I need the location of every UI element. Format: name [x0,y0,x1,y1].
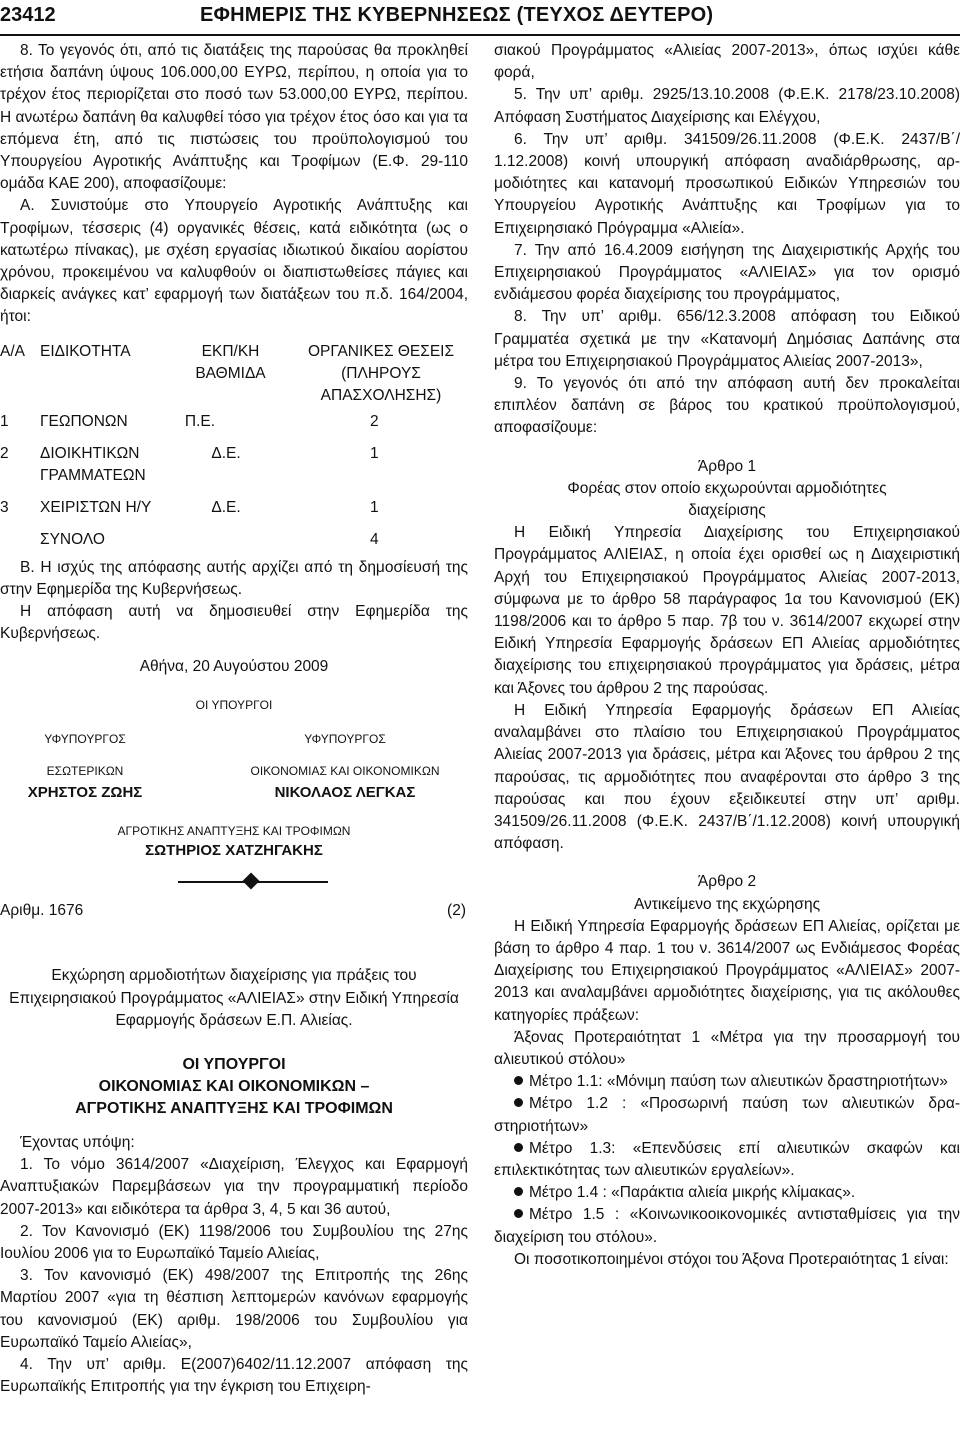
header-rule [0,34,960,36]
consideration-7: 7. Την από 16.4.2009 εισήγηση της Διαχειριστικής Αρχής του Επιχειρησιακού Προγράμματος «ΑΛΙΕΙΑΣ» για τον ορισμό ενδιάμεσου φορέα διαχείρισης του προγράμματος, [494,241,960,304]
row-specialty: ΧΕΙΡΙΣΤΩΝ Η/Υ [40,498,152,516]
consideration-8: 8. Την υπ’ αριθμ. 656/12.3.2008 απόφαση του Ειδικού Γραμματέα σχετικά με την «Κατανομή Δημόσιας Δαπάνης στα μέτρα του Επιχειρησιακού Προγράμματος Αλιείας 2007-2013», [494,308,960,370]
decision-number: Αριθμ. 1676 [0,902,84,920]
decision-heading-3: ΑΓΡΟΤΙΚΗΣ ΑΝΑΠΤΥΞΗΣ ΚΑΙ ΤΡΟΦΙΜΩΝ [75,1100,393,1118]
table-total-row [0,529,468,557]
row-specialty-line2: ΓΡΑΜΜΑΤΕΩΝ [40,466,146,484]
ministers-label: ΟΙ ΥΠΟΥΡΓΟΙ [195,698,273,713]
header-positions-line3: ΑΠΑΣΧΟΛΗΣΗΣ) [320,386,442,404]
article-1-title-line2: διαχείρισης [688,502,766,520]
section-separator [178,881,328,883]
row-specialty-line1: ΔΙΟΙΚΗΤΙΚΩΝ [40,444,140,462]
targets-paragraph: Οι ποσοτικοποιημένοι στόχοι του Άξονα Προτεραιότητας 1 είναι: [514,1250,949,1268]
consideration-3: 3. Τον κανονισμό (ΕΚ) 498/2007 της Επιτροπής της 26ης Μαρτίου 2007 «για τη θέσπιση λεπτομερών κανόνων εφαρμογής του κανονισμού (ΕΚ) αριθμ. 198/2006 του Συμβουλίου για Ευρωπαϊκό Ταμείο Αλιείας», [0,1267,468,1351]
diamond-icon [243,873,260,890]
measure-item [494,1071,960,1093]
measure-text: Μέτρο 1.4 : «Παράκτια αλιεία μικρής κλίμακας». [529,1184,856,1202]
measure-text: Μέτρο 1.1: «Μόνιμη παύση των αλιευτικών δραστηριοτήτων» [529,1073,948,1091]
positions-table [0,341,468,557]
row-aa: 2 [0,444,9,462]
article-2-heading: Άρθρο 2 [697,873,757,891]
row-specialty [40,443,146,487]
article-2-title: Αντικείμενο της εκχώρησης [633,895,821,913]
bullet-icon [514,1076,523,1085]
header-category-line1: ΕΚΠ/ΚΗ [201,342,260,360]
row-positions: 1 [370,498,379,516]
considering: Έχοντας υπόψη: [20,1134,135,1152]
left-column [0,40,468,1399]
row-aa: 1 [0,412,9,430]
measure-text: Μέτρο 1.5 : «Κοινωνικοοικονομικές αντισταθμίσεις για την διαχείριση του στόλου». [494,1206,960,1246]
consideration-5: 5. Την υπ’ αριθμ. 2925/13.10.2008 (Φ.Ε.Κ. 2178/23.10.2008) Απόφαση Συστήματος Διαχείρισης και Ελέγχου, [494,86,960,126]
decision-heading-1: ΟΙ ΥΠΟΥΡΓΟΙ [182,1056,286,1074]
header-category [183,341,278,385]
header-positions-line2: (ΠΛΗΡΟΥΣ [341,364,421,382]
decision-title: Εκχώρηση αρμοδιοτήτων διαχείρισης για πράξεις του Επιχειρησιακού Προγράμματος «ΑΛΙΕΙΑΣ» στην Ειδική Υπηρεσία Εφαρμογής δράσεων Ε.Π. Αλιείας. [9,967,459,1029]
paragraph-8: 8. Το γεγονός ότι, από τις διατάξεις της παρούσας θα προκληθεί ετήσια δαπάνη ύψους 106.000,00 ΕΥΡΩ, περίπου, η οποία για το τρέχον έτος περιορίζεται στο ποσό των 53.000,00 ΕΥΡΩ, περίπου. Η ανωτέρω δαπάνη θα καλυφθεί τόσο για τρέχον έτος όσο και για τα επόμενα έτη, από τις πιστώσεις του προϋπολογισμού του Υπουργείου Αγροτικής Ανάπτυξης και Τροφίμων (Ε.Φ. 29-110 ομάδα ΚΑΕ 200), αποφασίζουμε: [0,42,468,193]
paragraph-b: Β. Η ισχύς της απόφασης αυτής αρχίζει από τη δημοσίευσή της στην Εφημερίδα της Κυβερνήσεως. [0,558,468,598]
decision-sequence: (2) [447,902,466,920]
consideration-9: 9. Το γεγονός ότι από την απόφαση αυτή δεν προκαλείται επιπλέον δαπάνη σε βάρος του κρατικού προϋπολογισμού, αποφασίζουμε: [494,375,960,437]
row-positions: 2 [370,412,379,430]
bullet-icon [514,1209,523,1218]
article-1-title-line1: Φορέας στον οποίο εκχωρούνται αρμοδιότητες [567,479,887,497]
consideration-6: 6. Την υπ’ αριθμ. 341509/26.11.2008 (Φ.Ε.Κ. 2437/Β΄/ 1.12.2008) κοινή υπουργική απόφαση αναδιάρθρωσης, αρμοδιότητες και κατανομή προσωπικού Ειδικών Υπηρεσιών του Υπουργείου Αγροτικής Ανάπτυξης και Τροφίμων για το Επιχειρησιακό Πρόγραμμα «Αλιεία». [494,130,960,237]
deputy-minister-left: ΥΦΥΠΟΥΡΓΟΣ [44,732,126,747]
place-date: Αθήνα, 20 Αυγούστου 2009 [139,658,329,676]
deputy-minister-right: ΥΦΥΠΟΥΡΓΟΣ [304,732,386,747]
deputy-minister-right-ministry: ΟΙΚΟΝΟΜΙΑΣ ΚΑΙ ΟΙΚΟΝΟΜΙΚΩΝ [250,764,440,779]
measure-item [494,1204,960,1248]
consideration-2: 2. Τον Κανονισμό (ΕΚ) 1198/2006 του Συμβουλίου της 27ης Ιουλίου 2006 για το Ευρωπαϊκό Ταμείο Αλιείας, [0,1222,468,1263]
right-column [494,40,960,1271]
total-label: ΣΥΝΟΛΟ [40,530,105,548]
axis-1: Άξονας Προτεραιότητατ 1 «Μέτρα για την προσαρμογή του αλιευτικού στόλου» [494,1028,960,1068]
header-category-line2: ΒΑΘΜΙΔΑ [195,364,266,382]
paragraph-a: Α. Συνιστούμε στο Υπουργείο Αγροτικής Ανάπτυξης και Τροφίμων, τέσσερις (4) οργανικές θέσεις, κατά ειδικότητα (ως ο κατωτέρω πίνακας), με σχέση εργασίας ιδιωτικού δικαίου αορίστου χρόνου, προκειμένου να καλυφθούν οι διαπιστωθείσες πάγιες και διαρκείς ανάγκες κατ’ εφαρμογή των διατάξεων του π.δ. 164/2004, ήτοι: [0,197,468,326]
header-specialty: ΕΙΔΙΚΟΤΗΤΑ [40,342,131,360]
decision-heading-2: ΟΙΚΟΝΟΜΙΑΣ ΚΑΙ ΟΙΚΟΝΟΜΙΚΩΝ – [98,1078,370,1096]
row-positions: 1 [370,444,379,462]
article-1-heading: Άρθρο 1 [697,457,757,475]
measure-text: Μέτρο 1.3: «Επενδύσεις επί αλιευτικών σκαφών και επιλεκτικότητας των αλιευτικών εργαλείων». [494,1139,960,1179]
minister-agriculture-name: ΣΩΤΗΡΙΟΣ ΧΑΤΖΗΓΑΚΗΣ [145,842,323,860]
row-category: Π.Ε. [184,412,216,430]
table-row [0,497,468,529]
article-2-paragraph-1: Η Ειδική Υπηρεσία Εφαρμογής δράσεων ΕΠ Αλιείας, ορίζεται με βάση το άρθρο 4 παρ. 1 του ν. 3614/2007 ως Ενδιάμεσος Φορέας Διαχείρισης του Επιχειρησιακού Προγράμματος «ΑΛΙΕΙΑΣ» 2007-2013 και αναλαμβάνει αρμοδιότητες διαχείρισης, για τις ακόλουθες κατηγορίες πράξεων: [494,917,960,1024]
page-number: 23412 [0,4,56,26]
measure-item [494,1138,960,1182]
header-aa: Α/Α [0,342,25,360]
measure-item [494,1182,960,1204]
measure-text: Μέτρο 1.2 : «Προσωρινή παύση των αλιευτικών δραστηριοτήτων» [494,1095,960,1135]
consideration-4: 4. Την υπ’ αριθμ. Ε(2007)6402/11.12.2007 απόφαση της Ευρωπαϊκής Επιτροπής για την έγκριση του Επιχειρη- [0,1356,468,1396]
deputy-minister-left-ministry: ΕΣΩΤΕΡΙΚΩΝ [46,764,124,779]
total-value: 4 [370,530,379,548]
header-positions [300,341,462,407]
row-category: Δ.Ε. [211,444,241,462]
publication-title: ΕΦΗΜΕΡΙΣ ΤΗΣ ΚΥΒΕΡΝΗΣΕΩΣ (ΤΕΥΧΟΣ ΔΕΥΤΕΡΟ) [200,4,714,26]
bullet-icon [514,1187,523,1196]
deputy-minister-left-name: ΧΡΗΣΤΟΣ ΖΩΗΣ [27,784,143,802]
table-header-row [0,341,468,411]
minister-agriculture: ΑΓΡΟΤΙΚΗΣ ΑΝΑΠΤΥΞΗΣ ΚΑΙ ΤΡΟΦΙΜΩΝ [117,824,351,839]
table-row [0,443,468,497]
article-1-paragraph-1: Η Ειδική Υπηρεσία Διαχείρισης του Επιχειρησιακού Προγράμματος ΑΛΙΕΙΑΣ, η οποία έχει ορισθεί ως η Διαχειριστική Αρχή του Επιχειρησιακού Προγράμματος Αλιείας 2007-2013, σύμφωνα με το άρθρο 58 παράγραφος 1α του Κανονισμού (ΕΚ) 1198/2006 και το άρθρο 5 παρ. 7β του ν. 3614/2007 εκχωρεί στην Ειδική Υπηρεσία Εφαρμογής δράσεων ΕΠ Αλιείας αρμοδιότητες διαχείρισης του επιχειρησιακού προγράμματος για δράσεις, μέτρα και Άξονες του άρθρου 2 της παρούσας. [494,524,960,697]
signature-block [0,645,468,963]
row-specialty: ΓΕΩΠΟΝΩΝ [40,412,128,430]
bullet-icon [514,1098,523,1107]
consideration-1: 1. Το νόμο 3614/2007 «Διαχείριση, Έλεγχος και Εφαρμογή Αναπτυξιακών Παρεμβάσεων για την προγραμματική περίοδο 2007-2013» και ειδικότερα τα άρθρα 3, 4, 5 και 36 αυτού, [0,1156,468,1218]
publish-paragraph: Η απόφαση αυτή να δημοσιευθεί στην Εφημερίδα της Κυβερνήσεως. [0,603,468,643]
measure-item [494,1093,960,1137]
row-aa: 3 [0,498,9,516]
continuation: σιακού Προγράμματος «Αλιείας 2007-2013», όπως ισχύει κάθε φορά, [494,42,960,82]
header-positions-line1: ΟΡΓΑΝΙΚΕΣ ΘΕΣΕΙΣ [307,342,455,360]
bullet-icon [514,1143,523,1152]
deputy-minister-right-name: ΝΙΚΟΛΑΟΣ ΛΕΓΚΑΣ [274,784,416,802]
row-category: Δ.Ε. [211,498,241,516]
table-row [0,411,468,443]
article-1-paragraph-2: Η Ειδική Υπηρεσία Εφαρμογής δράσεων ΕΠ Αλιείας αναλαμβάνει στο πλαίσιο του Επιχειρησιακού Προγράμματος Αλιείας 2007-2013 για δράσεις, μέτρα και Άξονες του άρθρου 2 της παρούσας, τις αρμοδιότητες που αναφέρονται στο άρθρο 3 της παρούσας και που έχουν εξειδικευτεί στην υπ’ αριθμ. 341509/26.11.2008 (Φ.Ε.Κ. 2437/Β΄/1.12.2008) κοινή υπουργική απόφαση. [494,701,960,853]
